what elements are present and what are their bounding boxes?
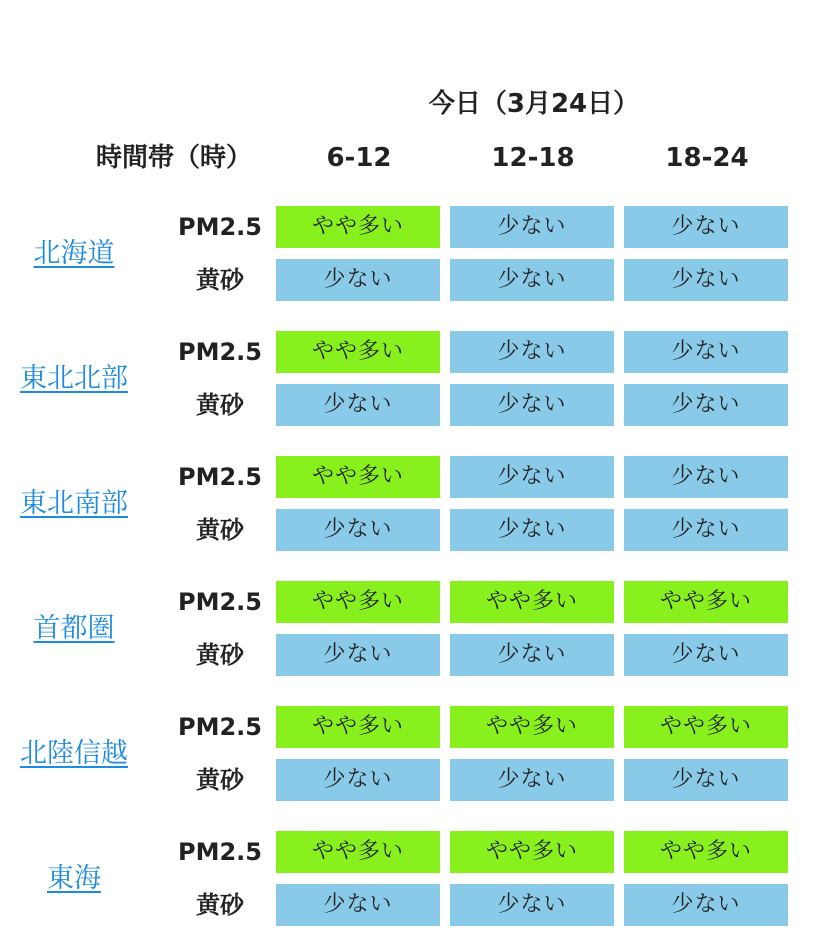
yellow-sand-label: 黄砂 [196,891,244,919]
region-link[interactable]: 首都圏 [33,613,115,644]
region-block [0,331,840,427]
forecast-cell: やや多い [450,581,614,623]
region-block [0,831,840,927]
forecast-cell: やや多い [276,581,440,623]
region-block [0,456,840,552]
forecast-cell: 少ない [624,456,788,498]
forecast-cell: やや多い [624,581,788,623]
forecast-cell: 少ない [624,509,788,551]
region-block [0,581,840,677]
region-link[interactable]: 北陸信越 [20,738,128,769]
yellow-sand-label: 黄砂 [196,641,244,669]
yellow-sand-label: 黄砂 [196,266,244,294]
forecast-cell: やや多い [276,456,440,498]
yellow-sand-label: 黄砂 [196,391,244,419]
column-header-6-12: 6-12 [326,143,392,173]
pm25-label: PM2.5 [178,838,262,866]
forecast-cell: 少ない [624,259,788,301]
forecast-cell: 少ない [450,509,614,551]
forecast-cell: 少ない [450,884,614,926]
forecast-cell: 少ない [276,634,440,676]
forecast-cell: やや多い [450,706,614,748]
region-block [0,206,840,302]
forecast-cell: 少ない [450,259,614,301]
pm25-label: PM2.5 [178,713,262,741]
region-link[interactable]: 東海 [47,863,101,894]
forecast-cell: 少ない [276,384,440,426]
time-band-label: 時間帯（時） [96,143,253,173]
forecast-cell: 少ない [624,884,788,926]
forecast-cell: やや多い [450,831,614,873]
region-link[interactable]: 北海道 [33,238,115,269]
forecast-cell: 少ない [624,634,788,676]
forecast-cell: 少ない [450,759,614,801]
forecast-cell: やや多い [276,831,440,873]
region-block [0,706,840,802]
forecast-cell: 少ない [624,206,788,248]
forecast-cell: 少ない [276,759,440,801]
forecast-cell: 少ない [624,331,788,373]
forecast-cell: やや多い [276,206,440,248]
pm25-label: PM2.5 [178,338,262,366]
pm25-label: PM2.5 [178,588,262,616]
yellow-sand-label: 黄砂 [196,516,244,544]
forecast-cell: やや多い [624,831,788,873]
day-title: 今日（3月24日） [428,89,640,119]
forecast-cell: 少ない [450,206,614,248]
forecast-cell: 少ない [276,884,440,926]
forecast-cell: やや多い [276,706,440,748]
pm25-label: PM2.5 [178,213,262,241]
pm25-label: PM2.5 [178,463,262,491]
forecast-cell: 少ない [450,384,614,426]
yellow-sand-label: 黄砂 [196,766,244,794]
forecast-cell: 少ない [276,259,440,301]
forecast-cell: やや多い [276,331,440,373]
column-header-12-18: 12-18 [491,143,575,173]
forecast-cell: 少ない [624,759,788,801]
region-link[interactable]: 東北南部 [20,488,128,519]
forecast-cell: 少ない [450,634,614,676]
forecast-cell: 少ない [624,384,788,426]
forecast-cell: 少ない [450,331,614,373]
region-link[interactable]: 東北北部 [20,363,128,394]
forecast-cell: やや多い [624,706,788,748]
forecast-cell: 少ない [450,456,614,498]
column-header-18-24: 18-24 [665,143,749,173]
forecast-cell: 少ない [276,509,440,551]
